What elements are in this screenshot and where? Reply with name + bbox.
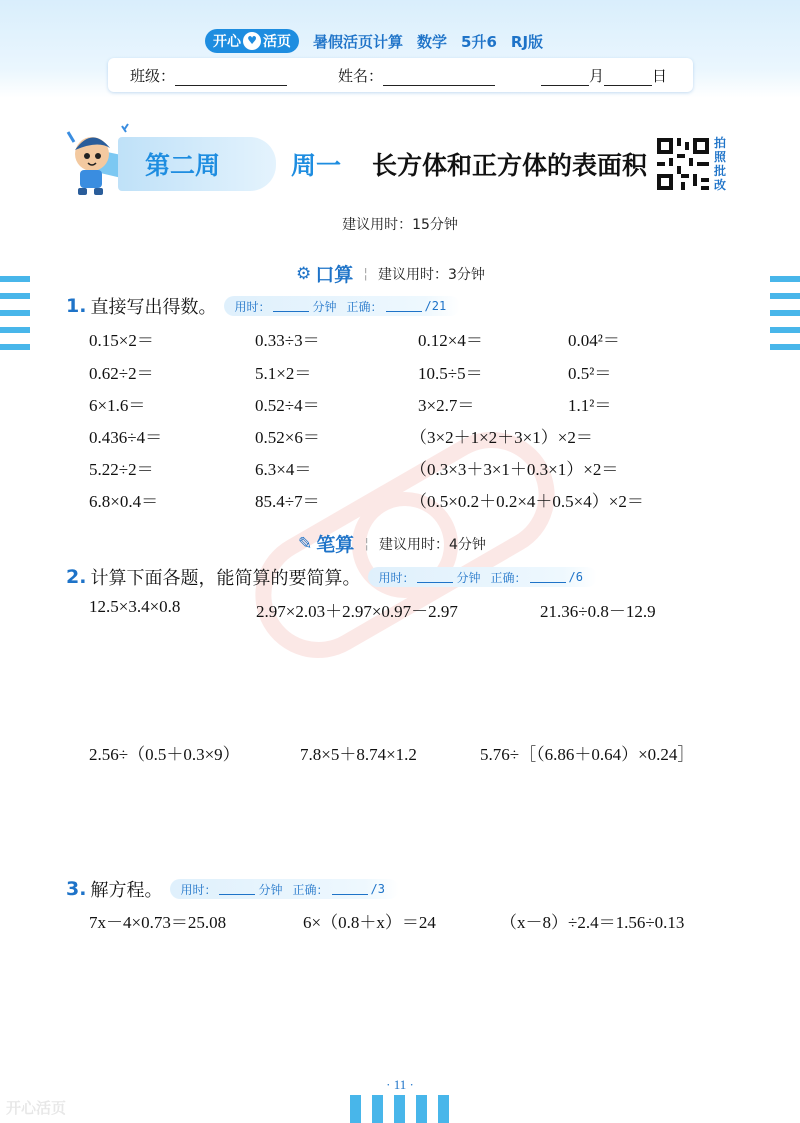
- oral-item: 0.12×4＝: [418, 331, 483, 350]
- oral-item: 0.15×2＝: [89, 331, 154, 350]
- week-label: 第二周: [145, 151, 221, 180]
- oral-item: 0.5²＝: [568, 364, 612, 383]
- brand-logo: 开心 ♥ 活页: [205, 29, 299, 53]
- oral-item: 6×1.6＝: [89, 396, 146, 415]
- oral-item: 0.04²＝: [568, 331, 620, 350]
- correct-blank[interactable]: [530, 571, 566, 583]
- grade: 5升6: [461, 32, 497, 51]
- correct-blank[interactable]: [332, 883, 368, 895]
- bottom-decor-bars: [350, 1095, 449, 1123]
- written-item: 2.56÷（0.5＋0.3×9）: [89, 745, 240, 764]
- header-title: [205, 28, 543, 54]
- oral-item: （0.3×3＋3×1＋0.3×1）×2＝: [410, 460, 619, 479]
- written-item: 7.8×5＋8.74×1.2: [300, 745, 417, 764]
- student-info-bar: [108, 58, 693, 92]
- equation-item: 6×（0.8＋x）＝24: [303, 913, 436, 932]
- oral-item: 0.52×6＝: [255, 428, 320, 447]
- footer-logo: 开心活页: [6, 1099, 67, 1117]
- oral-item: 0.436÷4＝: [89, 428, 163, 447]
- written-section-header: ✎ 笔算 ¦ 建议用时：4分钟: [298, 533, 486, 556]
- qr-caption: 拍照批改: [714, 136, 727, 192]
- time-blank[interactable]: [273, 300, 309, 312]
- month-blank[interactable]: [541, 70, 589, 86]
- series-name: 暑假活页计算: [313, 32, 404, 51]
- name-blank[interactable]: [383, 70, 495, 86]
- subject: 数学: [417, 32, 448, 51]
- question-3-header: 3. 解方程。 用时： 分钟 正确： /3: [66, 876, 399, 902]
- equation-item: （x－8）÷2.4＝1.56÷0.13: [500, 913, 685, 932]
- oral-item: 5.1×2＝: [255, 364, 312, 383]
- oral-item: 6.3×4＝: [255, 460, 312, 479]
- oral-item: 0.62÷2＝: [89, 364, 154, 383]
- name-field[interactable]: 姓名：: [338, 65, 495, 86]
- right-edge-bars: [770, 276, 800, 361]
- oral-item: （0.5×0.2＋0.2×4＋0.5×4）×2＝: [410, 492, 644, 511]
- equation-item: 7x－4×0.73＝25.08: [89, 913, 227, 932]
- oral-item: 5.22÷2＝: [89, 460, 154, 479]
- question-2-header: 2. 计算下面各题，能简算的要简算。 用时： 分钟 正确： /6: [66, 564, 597, 590]
- oral-item: 0.33÷3＝: [255, 331, 320, 350]
- oral-item: 1.1²＝: [568, 396, 612, 415]
- date-field[interactable]: 月 日: [541, 65, 667, 86]
- oral-item: 3×2.7＝: [418, 396, 475, 415]
- time-blank[interactable]: [417, 571, 453, 583]
- page-number: · 11 ·: [386, 1077, 414, 1092]
- class-field[interactable]: 班级：: [130, 65, 287, 86]
- brand-logo-icon: ♥: [243, 32, 261, 50]
- class-blank[interactable]: [175, 70, 287, 86]
- written-item: 21.36÷0.8－12.9: [540, 602, 656, 621]
- left-edge-bars: [0, 276, 30, 361]
- lesson-title: 长方体和正方体的表面积: [372, 151, 648, 180]
- oral-item: 6.8×0.4＝: [89, 492, 159, 511]
- oral-item: （3×2＋1×2＋3×1）×2＝: [410, 428, 593, 447]
- time-blank[interactable]: [219, 883, 255, 895]
- suggested-time: 建议用时：15分钟: [342, 217, 458, 233]
- oral-item: 85.4÷7＝: [255, 492, 320, 511]
- correct-blank[interactable]: [386, 300, 422, 312]
- pencil-icon: ✎: [298, 533, 313, 554]
- written-item: 5.76÷［（6.86＋0.64）×0.24］: [480, 745, 695, 764]
- day-label: 周一: [291, 151, 342, 180]
- day-blank[interactable]: [604, 70, 652, 86]
- score-tag: 用时： 分钟 正确： /3: [170, 879, 399, 899]
- oral-section-header: ⚙ 口算 ¦ 建议用时：3分钟: [296, 263, 485, 286]
- oral-item: 0.52÷4＝: [255, 396, 320, 415]
- edition: RJ版: [510, 32, 544, 51]
- score-tag: 用时： 分钟 正确： /21: [224, 296, 460, 316]
- score-tag: 用时： 分钟 正确： /6: [368, 567, 597, 587]
- oral-item: 10.5÷5＝: [418, 364, 483, 383]
- wrench-icon: ⚙: [296, 263, 312, 284]
- question-1-header: 1. 直接写出得数。 用时： 分钟 正确： /21: [66, 293, 460, 319]
- written-item: 12.5×3.4×0.8: [89, 597, 181, 616]
- qr-code-icon[interactable]: [657, 138, 709, 190]
- written-item: 2.97×2.03＋2.97×0.97－2.97: [256, 602, 458, 621]
